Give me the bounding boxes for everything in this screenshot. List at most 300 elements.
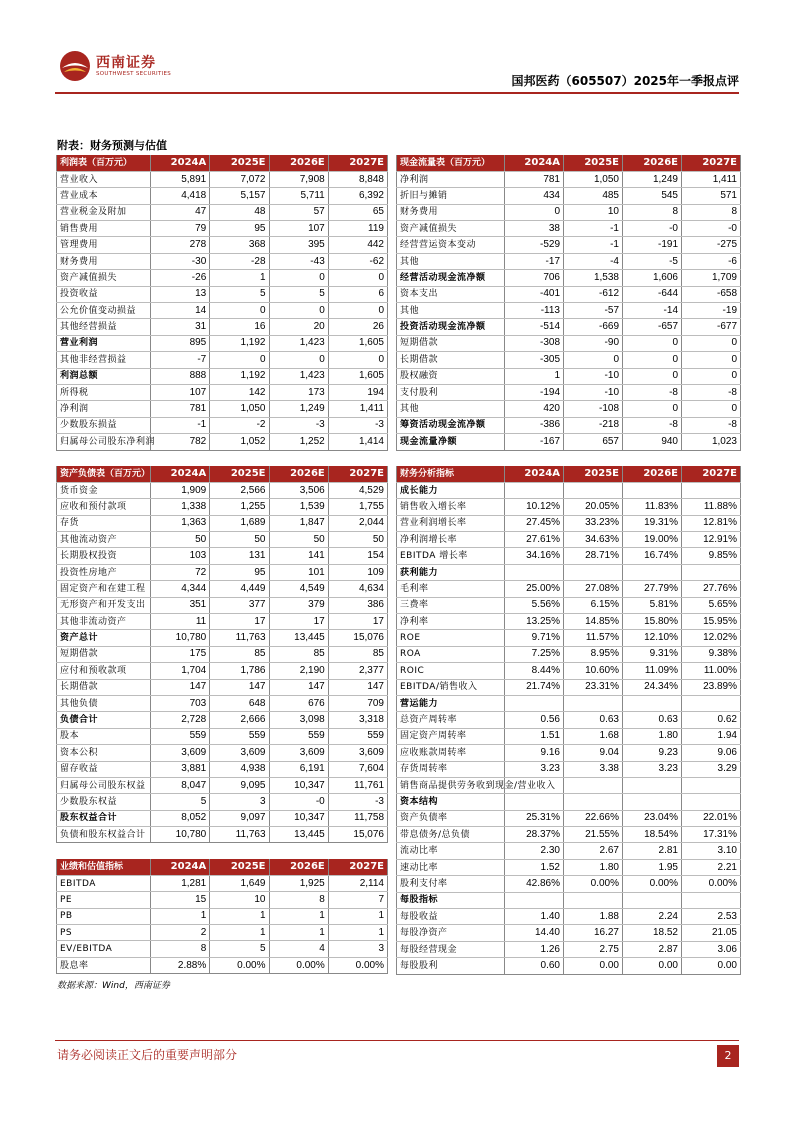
cell-value: 5.56% [505, 597, 564, 613]
cell-value: 194 [328, 384, 387, 400]
cell-value: 50 [328, 532, 387, 548]
logo-text-en: SOUTHWEST SECURITIES [96, 71, 172, 77]
cell-value: 11.83% [623, 499, 682, 515]
table-row [397, 237, 741, 253]
table-row [397, 794, 741, 810]
cell-value: 1,052 [210, 434, 269, 450]
logo-text-cn: 西南证券 [96, 55, 156, 71]
table-row [57, 188, 388, 204]
header-divider [55, 92, 739, 94]
table-row [57, 630, 388, 646]
table-row [57, 253, 388, 269]
cell-value [623, 564, 682, 580]
row-label: 每股指标 [397, 892, 505, 908]
cell-value: 1 [269, 925, 328, 941]
table-row [57, 384, 388, 400]
row-label: 三费率 [397, 597, 505, 613]
cell-value: 1,539 [269, 499, 328, 515]
cell-value: -529 [505, 237, 564, 253]
cell-value: 23.31% [564, 679, 623, 695]
cell-value: 3,609 [151, 745, 210, 761]
cell-value: 0 [564, 352, 623, 368]
cell-value: 420 [505, 401, 564, 417]
cell-value: 10,347 [269, 810, 328, 826]
cell-value: -657 [623, 319, 682, 335]
row-label: 存货周转率 [397, 761, 505, 777]
cell-value: 11.57% [564, 630, 623, 646]
cell-value: 8 [623, 204, 682, 220]
cell-value: 13,445 [269, 827, 328, 843]
cell-value: 2,190 [269, 663, 328, 679]
row-label: 营业利润增长率 [397, 515, 505, 531]
cell-value: -386 [505, 417, 564, 433]
table-row [397, 859, 741, 875]
cell-value: 559 [151, 728, 210, 744]
row-label: ROA [397, 646, 505, 662]
row-label: 归属母公司股东权益 [57, 777, 151, 793]
cell-value: 2.21 [682, 859, 741, 875]
cell-value: 23.89% [682, 679, 741, 695]
cell-value: 25.00% [505, 581, 564, 597]
cell-value: 0 [682, 368, 741, 384]
cell-value: 20 [269, 319, 328, 335]
year-header: 2025E [564, 155, 623, 171]
cell-value: 1,847 [269, 515, 328, 531]
cell-value: 11,761 [328, 777, 387, 793]
cell-value: 1 [328, 925, 387, 941]
cell-value: 48 [210, 204, 269, 220]
cell-value: 1,538 [564, 270, 623, 286]
cell-value: 9.23 [623, 745, 682, 761]
cell-value: 2.75 [564, 941, 623, 957]
table-row [57, 761, 388, 777]
table-row [397, 958, 741, 974]
table-row [57, 663, 388, 679]
cell-value: -3 [328, 794, 387, 810]
cell-value: -644 [623, 286, 682, 302]
row-label: ROIC [397, 663, 505, 679]
cell-value: 0.00 [564, 958, 623, 974]
cell-value: 72 [151, 564, 210, 580]
table-row [397, 892, 741, 908]
cell-value: 17 [210, 614, 269, 630]
cell-value [623, 777, 682, 793]
row-label: 存货 [57, 515, 151, 531]
cell-value: 1.80 [623, 728, 682, 744]
row-label: 少数股东权益 [57, 794, 151, 810]
footer-disclaimer: 请务必阅读正文后的重要声明部分 [57, 1048, 238, 1062]
cell-value: 85 [269, 646, 328, 662]
cell-value: 368 [210, 237, 269, 253]
cell-value: 42.86% [505, 876, 564, 892]
table-row [57, 745, 388, 761]
cell-value: 38 [505, 221, 564, 237]
cell-value: 5 [269, 286, 328, 302]
cell-value: 11,758 [328, 810, 387, 826]
cell-value: 1,249 [623, 171, 682, 187]
cell-value: 4,344 [151, 581, 210, 597]
cell-value: 0.00% [564, 876, 623, 892]
row-label: 其他经营损益 [57, 319, 151, 335]
cell-value: 1 [210, 270, 269, 286]
cell-value: -514 [505, 319, 564, 335]
cell-value: 0.60 [505, 958, 564, 974]
table-row [397, 171, 741, 187]
cell-value: 65 [328, 204, 387, 220]
row-label: 销售收入增长率 [397, 499, 505, 515]
cell-value: 15,076 [328, 630, 387, 646]
cell-value: 0 [210, 352, 269, 368]
cell-value: 2.67 [564, 843, 623, 859]
cell-value: 11 [151, 614, 210, 630]
cell-value: 1.88 [564, 909, 623, 925]
year-header: 2026E [269, 859, 328, 875]
table-row [57, 827, 388, 843]
table-row [397, 368, 741, 384]
cell-value: 657 [564, 434, 623, 450]
row-label: 长期借款 [57, 679, 151, 695]
cell-value: 147 [210, 679, 269, 695]
valuation-header-row [57, 859, 388, 875]
cell-value: 442 [328, 237, 387, 253]
cell-value: 2,377 [328, 663, 387, 679]
cell-value: 2,566 [210, 482, 269, 498]
cell-value: 107 [151, 384, 210, 400]
cell-value: 377 [210, 597, 269, 613]
row-label: 负债合计 [57, 712, 151, 728]
cell-value: -167 [505, 434, 564, 450]
cell-value: -7 [151, 352, 210, 368]
cell-value: -17 [505, 253, 564, 269]
cell-value [564, 482, 623, 498]
cell-value: 485 [564, 188, 623, 204]
table-row [397, 548, 741, 564]
row-label: 短期借款 [57, 646, 151, 662]
cell-value: 9.31% [623, 646, 682, 662]
row-label: 获利能力 [397, 564, 505, 580]
year-header: 2025E [564, 466, 623, 482]
row-label: 应收和预付款项 [57, 499, 151, 515]
cell-value: 95 [210, 564, 269, 580]
cell-value: 4 [269, 941, 328, 957]
table-row [57, 564, 388, 580]
cell-value: 1 [328, 908, 387, 924]
cell-value: -2 [210, 417, 269, 433]
cell-value [505, 892, 564, 908]
row-label: 营运能力 [397, 695, 505, 711]
row-label: 长期股权投资 [57, 548, 151, 564]
cell-value: 709 [328, 695, 387, 711]
cell-value: 703 [151, 695, 210, 711]
row-label: 股本 [57, 728, 151, 744]
row-label: 资产总计 [57, 630, 151, 646]
year-header: 2025E [210, 155, 269, 171]
cell-value: -8 [623, 384, 682, 400]
cell-value: 14.40 [505, 925, 564, 941]
cell-value: 79 [151, 221, 210, 237]
row-label: 总资产周转率 [397, 712, 505, 728]
income-statement-table [56, 155, 388, 451]
cell-value [623, 794, 682, 810]
row-label: EBITDA/销售收入 [397, 679, 505, 695]
cell-value: -0 [623, 221, 682, 237]
cell-value: 5.81% [623, 597, 682, 613]
cell-value: -10 [564, 384, 623, 400]
table-row [397, 303, 741, 319]
table-row [397, 646, 741, 662]
cell-value [564, 777, 623, 793]
table-row [397, 352, 741, 368]
cell-value: 0.62 [682, 712, 741, 728]
row-label: 营业成本 [57, 188, 151, 204]
row-label: 毛利率 [397, 581, 505, 597]
table-row [57, 417, 388, 433]
row-label: 公允价值变动损益 [57, 303, 151, 319]
row-label: 资产负债率 [397, 810, 505, 826]
cell-value [623, 482, 682, 498]
row-label: 带息债务/总负债 [397, 827, 505, 843]
cell-value: -4 [564, 253, 623, 269]
cell-value: 1,704 [151, 663, 210, 679]
cell-value: -1 [151, 417, 210, 433]
row-label: 资本公积 [57, 745, 151, 761]
year-header: 2027E [682, 155, 741, 171]
cell-value [623, 892, 682, 908]
cell-value: 16.27 [564, 925, 623, 941]
table-row [397, 270, 741, 286]
row-label: 利润总额 [57, 368, 151, 384]
cell-value: 15.80% [623, 614, 682, 630]
table-row [57, 712, 388, 728]
cell-value: 16.74% [623, 548, 682, 564]
row-label: 固定资产和在建工程 [57, 581, 151, 597]
ratios-title: 财务分析指标 [397, 466, 505, 482]
cell-value: -30 [151, 253, 210, 269]
cell-value: 17 [328, 614, 387, 630]
row-label: EBITDA 增长率 [397, 548, 505, 564]
cell-value: 1,192 [210, 335, 269, 351]
appendix-title: 附表：财务预测与估值 [57, 139, 167, 152]
cell-value: 85 [210, 646, 269, 662]
cell-value: 0 [328, 352, 387, 368]
table-row [57, 171, 388, 187]
cell-value: 0.63 [564, 712, 623, 728]
cell-value: 4,549 [269, 581, 328, 597]
row-label: 其他 [397, 253, 505, 269]
cell-value: -1 [564, 237, 623, 253]
cell-value: -218 [564, 417, 623, 433]
cell-value: 8,047 [151, 777, 210, 793]
cell-value: 12.81% [682, 515, 741, 531]
cell-value: 47 [151, 204, 210, 220]
cell-value: 10 [564, 204, 623, 220]
row-label: 每股净资产 [397, 925, 505, 941]
table-row [57, 237, 388, 253]
cell-value: 147 [269, 679, 328, 695]
cell-value [505, 564, 564, 580]
table-row [397, 434, 741, 450]
cell-value: 57 [269, 204, 328, 220]
table-row [397, 384, 741, 400]
table-row [397, 564, 741, 580]
row-label: 销售费用 [57, 221, 151, 237]
cell-value: 31 [151, 319, 210, 335]
cell-value [682, 777, 741, 793]
cell-value: 0 [269, 303, 328, 319]
table-row [57, 515, 388, 531]
cell-value: 9.85% [682, 548, 741, 564]
year-header: 2027E [328, 466, 387, 482]
page-number: 2 [717, 1045, 739, 1067]
table-row [57, 597, 388, 613]
year-header: 2026E [623, 466, 682, 482]
valuation-title: 业绩和估值指标 [57, 859, 151, 875]
cell-value: 3,609 [269, 745, 328, 761]
cell-value: 26 [328, 319, 387, 335]
cell-value: 10.60% [564, 663, 623, 679]
cell-value: 1.40 [505, 909, 564, 925]
cell-value: 0.00 [682, 958, 741, 974]
cell-value: 8.44% [505, 663, 564, 679]
cell-value: -108 [564, 401, 623, 417]
cell-value: 1,338 [151, 499, 210, 515]
cell-value: 2,728 [151, 712, 210, 728]
row-label: 股利支付率 [397, 876, 505, 892]
cell-value: 781 [505, 171, 564, 187]
cell-value: -305 [505, 352, 564, 368]
cell-value: 559 [210, 728, 269, 744]
cell-value: -194 [505, 384, 564, 400]
table-row [57, 401, 388, 417]
cell-value: 1,281 [151, 875, 210, 891]
row-label: 固定资产周转率 [397, 728, 505, 744]
cell-value: 9.04 [564, 745, 623, 761]
cell-value: 131 [210, 548, 269, 564]
cell-value: 1,252 [269, 434, 328, 450]
cell-value: 4,449 [210, 581, 269, 597]
cell-value: 11,763 [210, 827, 269, 843]
cell-value: -43 [269, 253, 328, 269]
table-row [57, 892, 388, 908]
cell-value: 1,423 [269, 335, 328, 351]
table-row [397, 417, 741, 433]
cell-value: 17.31% [682, 827, 741, 843]
income-header-row [57, 155, 388, 171]
table-row [57, 303, 388, 319]
cell-value [682, 482, 741, 498]
cell-value: 2,114 [328, 875, 387, 891]
cell-value: 11.00% [682, 663, 741, 679]
cell-value: 13 [151, 286, 210, 302]
row-label: 营业利润 [57, 335, 151, 351]
year-header: 2026E [269, 155, 328, 171]
row-label: PE [57, 892, 151, 908]
cell-value: 781 [151, 401, 210, 417]
row-label: 其他 [397, 401, 505, 417]
table-row [397, 679, 741, 695]
row-label: 股息率 [57, 957, 151, 973]
table-row [397, 221, 741, 237]
table-row [57, 875, 388, 891]
cell-value: 1 [505, 368, 564, 384]
cell-value: 27.45% [505, 515, 564, 531]
cell-value: -677 [682, 319, 741, 335]
cell-value: 1 [269, 908, 328, 924]
year-header: 2025E [210, 466, 269, 482]
cell-value: 8 [269, 892, 328, 908]
cell-value: 15 [151, 892, 210, 908]
cell-value: 0.56 [505, 712, 564, 728]
year-header: 2026E [269, 466, 328, 482]
cell-value [682, 695, 741, 711]
cashflow-header-row [397, 155, 741, 171]
valuation-table [56, 859, 388, 974]
cell-value: 9.71% [505, 630, 564, 646]
cell-value [564, 564, 623, 580]
table-row [57, 352, 388, 368]
row-label: 其他非流动资产 [57, 614, 151, 630]
cell-value: 0 [210, 303, 269, 319]
cell-value: 107 [269, 221, 328, 237]
table-row [57, 204, 388, 220]
row-label: 管理费用 [57, 237, 151, 253]
cell-value: 3,506 [269, 482, 328, 498]
table-row [57, 810, 388, 826]
cell-value: 395 [269, 237, 328, 253]
cell-value: 0.00% [623, 876, 682, 892]
logo-mark-icon [58, 50, 92, 82]
table-row [397, 777, 741, 793]
cell-value: -8 [682, 417, 741, 433]
cell-value: 25.31% [505, 810, 564, 826]
table-row [397, 728, 741, 744]
cell-value: 50 [269, 532, 328, 548]
cell-value: 0 [623, 352, 682, 368]
table-row [57, 581, 388, 597]
table-row [397, 581, 741, 597]
row-label: 股东权益合计 [57, 810, 151, 826]
cell-value: -26 [151, 270, 210, 286]
cell-value: 545 [623, 188, 682, 204]
cell-value: 351 [151, 597, 210, 613]
cell-value: 8.95% [564, 646, 623, 662]
cell-value: -6 [682, 253, 741, 269]
table-row [397, 876, 741, 892]
cell-value: 8,848 [328, 171, 387, 187]
row-label: 货币资金 [57, 482, 151, 498]
cell-value: 0.00% [210, 957, 269, 973]
table-row [397, 614, 741, 630]
cell-value: 10,780 [151, 827, 210, 843]
cell-value: -275 [682, 237, 741, 253]
cell-value: 3,881 [151, 761, 210, 777]
cell-value: 1,925 [269, 875, 328, 891]
row-label: PB [57, 908, 151, 924]
cell-value: 0 [328, 270, 387, 286]
table-row [397, 335, 741, 351]
cell-value: 18.54% [623, 827, 682, 843]
cell-value: 27.61% [505, 532, 564, 548]
cell-value: 17 [269, 614, 328, 630]
cell-value: 27.08% [564, 581, 623, 597]
cell-value: 0 [623, 335, 682, 351]
cell-value: -3 [328, 417, 387, 433]
row-label: 应收账款周转率 [397, 745, 505, 761]
row-label: 现金流量净额 [397, 434, 505, 450]
table-row [57, 777, 388, 793]
table-row [397, 515, 741, 531]
cell-value: 3 [210, 794, 269, 810]
